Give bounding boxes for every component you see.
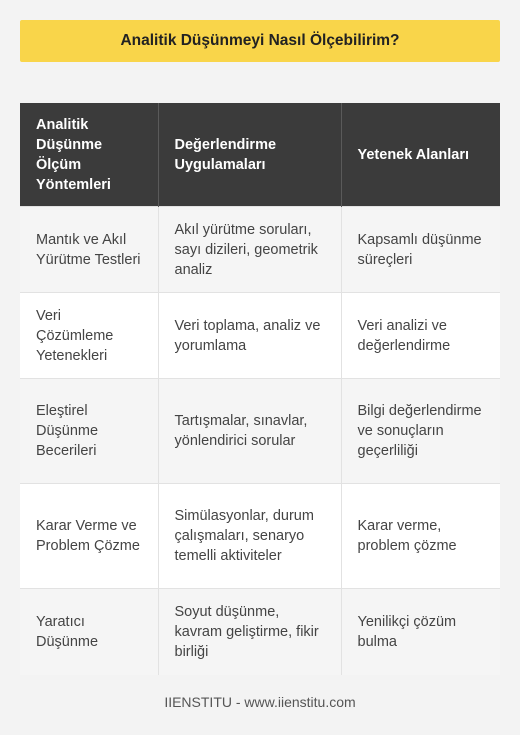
table-row [20,484,500,589]
table-cell-application: Simülasyonlar, durum çalışmaları, senaryo temelli aktiviteler [158,484,341,589]
table-cell-method: Veri Çözümleme Yetenekleri [20,293,158,379]
table-cell-skill-area: Bilgi değerlendirme ve sonuçların geçerliliği [341,379,500,484]
table-cell-skill-area: Karar verme, problem çözme [341,484,500,589]
table-cell-skill-area: Kapsamlı düşünme süreçleri [341,207,500,293]
column-header-applications: Değerlendirme Uygulamaları [158,103,341,207]
table-cell-application: Tartışmalar, sınavlar, yönlendirici sorular [158,379,341,484]
table-cell-method: Yaratıcı Düşünme [20,589,158,675]
table-row [20,379,500,484]
table-cell-skill-area: Yenilikçi çözüm bulma [341,589,500,675]
table-row [20,207,500,293]
table-cell-method: Eleştirel Düşünme Becerileri [20,379,158,484]
table-header-row [20,103,500,207]
table-cell-method: Mantık ve Akıl Yürütme Testleri [20,207,158,293]
table-cell-application: Akıl yürütme soruları, sayı dizileri, geometrik analiz [158,207,341,293]
table-row [20,589,500,675]
table-cell-application: Veri toplama, analiz ve yorumlama [158,293,341,379]
table-cell-skill-area: Veri analizi ve değerlendirme [341,293,500,379]
column-header-methods: Analitik Düşünme Ölçüm Yöntemleri [20,103,158,207]
table-cell-method: Karar Verme ve Problem Çözme [20,484,158,589]
page-title: Analitik Düşünmeyi Nasıl Ölçebilirim? [20,20,500,62]
footer-credit: IIENSTITU - www.iienstitu.com [164,694,356,710]
column-header-skill-areas: Yetenek Alanları [341,103,500,207]
table-cell-application: Soyut düşünme, kavram geliştirme, fikir birliği [158,589,341,675]
comparison-table [20,103,500,675]
table-row [20,293,500,379]
